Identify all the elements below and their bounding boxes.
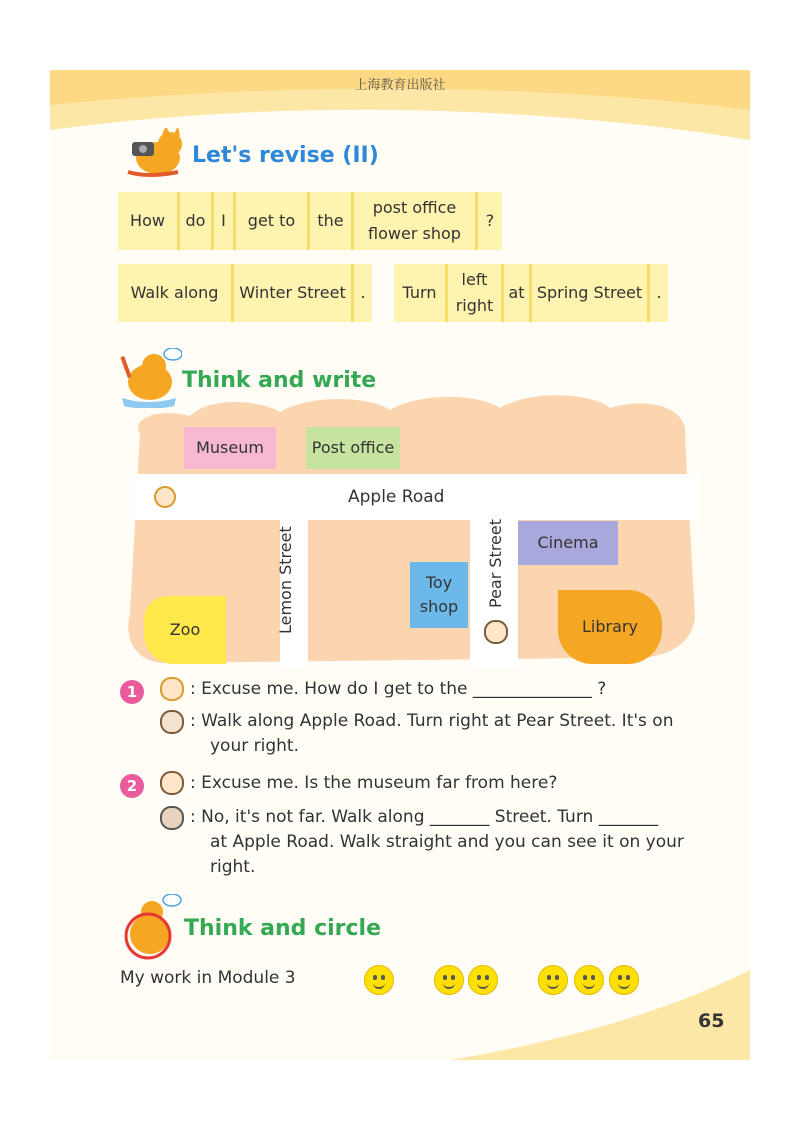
girl-face-icon — [160, 677, 184, 701]
work-module-label: My work in Module 3 — [120, 968, 296, 988]
museum: Museum — [184, 427, 276, 469]
smiley-icon — [609, 965, 639, 995]
word-walk-along: Walk along — [118, 264, 234, 322]
word-get-to: get to — [236, 192, 310, 250]
word-period-2: . — [650, 264, 668, 322]
library: Library — [558, 590, 662, 664]
dialog-2-question: : Excuse me. Is the museum far from here? — [190, 773, 558, 793]
word-spring-street: Spring Street — [532, 264, 650, 322]
smiley-icon — [538, 965, 568, 995]
word-the: the — [310, 192, 354, 250]
zoo: Zoo — [144, 596, 226, 664]
word-question-mark: ? — [478, 192, 502, 250]
boy-face-icon — [160, 771, 184, 795]
smiley-icon — [574, 965, 604, 995]
option-flower-shop: flower shop — [368, 224, 461, 243]
think-and-circle-title: Think and circle — [184, 916, 382, 941]
dialog-2-answer: : No, it's not far. Walk along _______ Street. Turn _______ — [190, 807, 659, 827]
word-winter-street: Winter Street — [234, 264, 354, 322]
toy-shop-line1: Toy — [425, 573, 453, 592]
dialog-1-answer: : Walk along Apple Road. Turn right at Pear Street. It's on — [190, 711, 674, 731]
dialog-2-number: 2 — [120, 774, 144, 798]
toy-shop — [410, 562, 468, 628]
post-office: Post office — [306, 427, 400, 469]
publisher-name: 上海教育出版社 — [354, 78, 446, 93]
cat-camera-icon — [118, 128, 190, 180]
smiley-icon — [468, 965, 498, 995]
dialog-1-number: 1 — [120, 680, 144, 704]
woman-face-icon — [160, 806, 184, 830]
smiley-icon — [364, 965, 394, 995]
cinema: Cinema — [518, 521, 618, 565]
girl-face-icon — [154, 486, 176, 508]
word-turn: Turn — [394, 264, 448, 322]
word-period: . — [354, 264, 372, 322]
man-face-icon — [160, 710, 184, 734]
cat-circle-icon — [118, 894, 184, 960]
apple-road-label: Apple Road — [348, 487, 445, 507]
direction-options — [448, 264, 504, 322]
dialog-2-answer-end: right. — [210, 857, 256, 877]
option-left: left — [461, 270, 488, 289]
word-i: I — [214, 192, 236, 250]
think-and-write-title: Think and write — [182, 368, 377, 393]
page-number: 65 — [698, 1010, 725, 1032]
dialog-1-answer-cont: your right. — [210, 736, 299, 756]
lemon-street-label: Lemon Street — [276, 526, 295, 634]
word-do: do — [180, 192, 214, 250]
toy-shop-line2: shop — [419, 597, 459, 616]
word-how: How — [118, 192, 180, 250]
lets-revise-title: Let's revise (II) — [192, 143, 379, 168]
word-at: at — [504, 264, 532, 322]
option-right: right — [455, 296, 494, 315]
smiley-icon — [434, 965, 464, 995]
pear-street-label: Pear Street — [486, 518, 505, 608]
place-options — [354, 192, 478, 250]
footer-swoosh — [450, 950, 750, 1060]
boy-face-icon — [484, 620, 508, 644]
dialog-1-question: : Excuse me. How do I get to the ______________ ? — [190, 679, 607, 699]
dialog-2-answer-cont: at Apple Road. Walk straight and you can see it on your — [210, 832, 684, 852]
option-post-office: post office — [372, 198, 457, 217]
